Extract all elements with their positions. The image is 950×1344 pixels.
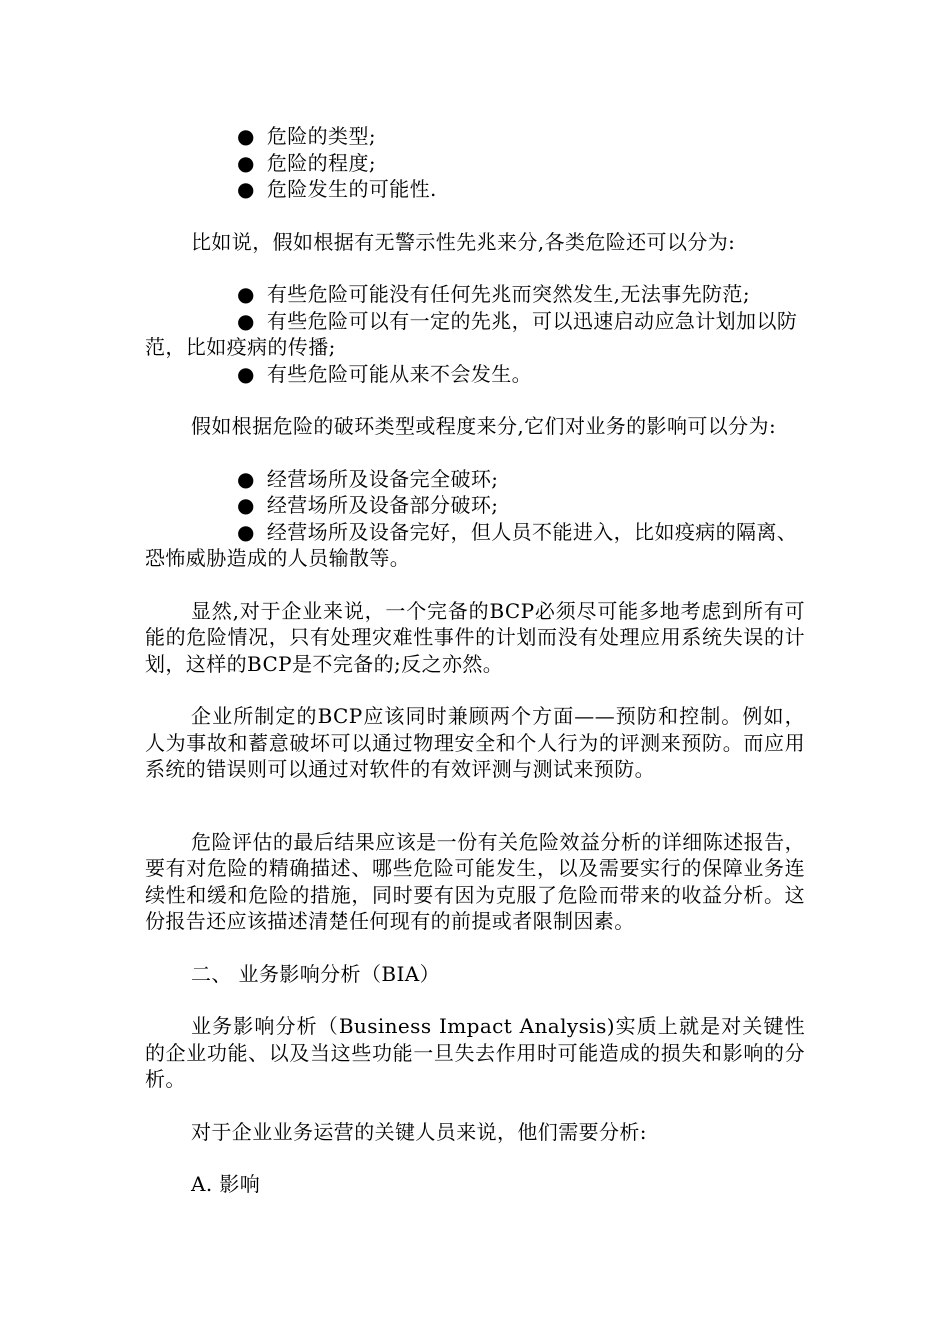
sub-heading-a: A. 影响: [191, 1172, 261, 1196]
section-heading: 二、 业务影响分析（BIA）: [191, 961, 440, 986]
list-item: ● 有些危险可能从来不会发生。: [145, 361, 805, 388]
list-item: ● 危险发生的可能性.: [145, 176, 805, 203]
bullet-icon: ●: [237, 150, 255, 175]
list-item: ● 危险的程度;: [145, 150, 805, 177]
list-item: ● 有些危险可能没有任何先兆而突然发生,无法事先防范;: [145, 281, 805, 308]
risk-report-paragraph: 危险评估的最后结果应该是一份有关危险效益分析的详细陈述报告，要有对危险的精确描述、哪些危险可能发生，以及需要实行的保障业务连续性和缓和危险的措施，同时要有因为克服了危险而带来的收益分析。这份报告还应该描述清楚任何现有的前提或者限制因素。: [145, 829, 805, 933]
bullet-icon: ●: [237, 308, 255, 333]
document-body: [145, 123, 805, 1198]
bullet-icon: ●: [237, 519, 255, 544]
bia-definition-paragraph: 业务影响分析（Business Impact Analysis)实质上就是对关键性的企业功能、以及当这些功能一旦失去作用时可能造成的损失和影响的分析。: [145, 1014, 805, 1091]
damage-intro-paragraph: 假如根据危险的破环类型或程度来分,它们对业务的影响可以分为:: [191, 414, 777, 438]
risk-aspects-list: [145, 123, 805, 203]
list-item: ● 经营场所及设备完好，但人员不能进入，比如疫病的隔离、恐怖威胁造成的人员输散等。: [145, 519, 798, 570]
warning-intro-paragraph: 比如说，假如根据有无警示性先兆来分,各类危险还可以分为:: [191, 229, 736, 254]
warning-types-list: [145, 281, 805, 387]
list-item: ● 经营场所及设备部分破环;: [145, 492, 805, 519]
list-item: ● 有些危险可以有一定的先兆，可以迅速启动应急计划加以防范，比如疫病的传播;: [145, 308, 798, 359]
bullet-icon: ●: [237, 282, 255, 306]
bcp-prevention-paragraph: 企业所制定的BCP应该同时兼顾两个方面——预防和控制。例如，人为事故和蓄意破坏可以通过物理安全和个人行为的评测来预防。而应用系统的错误则可以通过对软件的有效评测与测试来预防。: [145, 704, 805, 781]
bullet-icon: ●: [237, 493, 255, 517]
damage-types-list: [145, 466, 805, 572]
bullet-icon: ●: [237, 466, 255, 491]
bia-intro-paragraph: 对于企业业务运营的关键人员来说，他们需要分析:: [191, 1119, 647, 1144]
bullet-icon: ●: [237, 124, 255, 148]
bcp-completeness-paragraph: 显然,对于企业来说，一个完备的BCP必须尽可能多地考虑到所有可能的危险情况，只有处理灾难性事件的计划而没有处理应用系统失误的计划，这样的BCP是不完备的;反之亦然。: [145, 598, 805, 676]
list-item: ● 危险的类型;: [145, 123, 805, 150]
list-item: ● 经营场所及设备完全破环;: [145, 466, 805, 493]
bullet-icon: ●: [237, 361, 255, 386]
bullet-icon: ●: [237, 177, 255, 201]
